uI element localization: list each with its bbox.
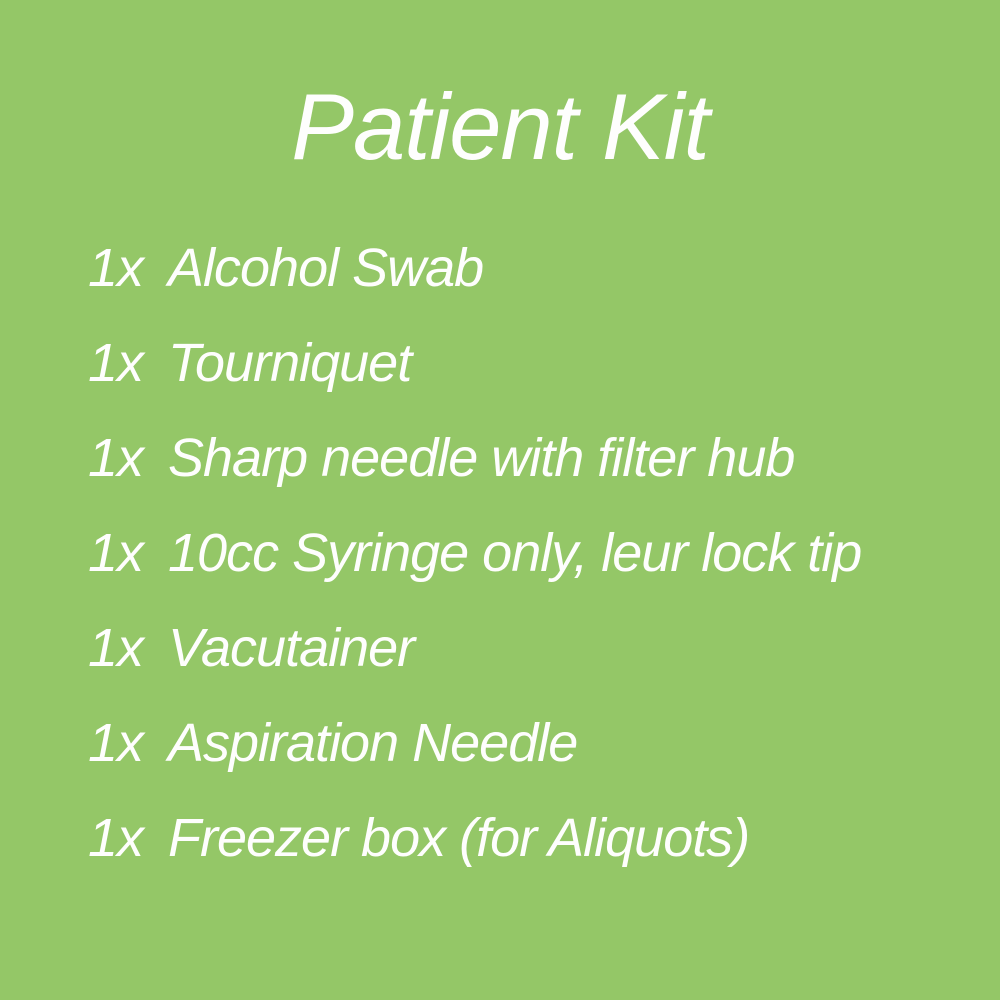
list-item: [88, 316, 1000, 411]
item-name: Aspiration Needle: [168, 713, 578, 774]
list-item: [88, 221, 1000, 316]
item-quantity: 1x: [88, 523, 144, 584]
list-item: [88, 506, 1000, 601]
item-name: Tourniquet: [168, 333, 412, 394]
item-quantity: 1x: [88, 713, 144, 774]
item-name: Sharp needle with filter hub: [168, 428, 795, 489]
list-item: [88, 791, 1000, 886]
page-title: Patient Kit: [291, 74, 709, 179]
list-item: [88, 601, 1000, 696]
item-quantity: 1x: [88, 808, 144, 869]
item-name: Alcohol Swab: [168, 238, 484, 299]
item-quantity: 1x: [88, 238, 144, 299]
item-quantity: 1x: [88, 333, 144, 394]
item-quantity: 1x: [88, 428, 144, 489]
list-item: [88, 411, 1000, 506]
item-name: Freezer box (for Aliquots): [168, 808, 750, 869]
item-quantity: 1x: [88, 618, 144, 679]
item-name: Vacutainer: [168, 618, 415, 679]
item-name: 10cc Syringe only, leur lock tip: [168, 523, 862, 584]
kit-items-list: [88, 221, 1000, 886]
list-item: [88, 696, 1000, 791]
